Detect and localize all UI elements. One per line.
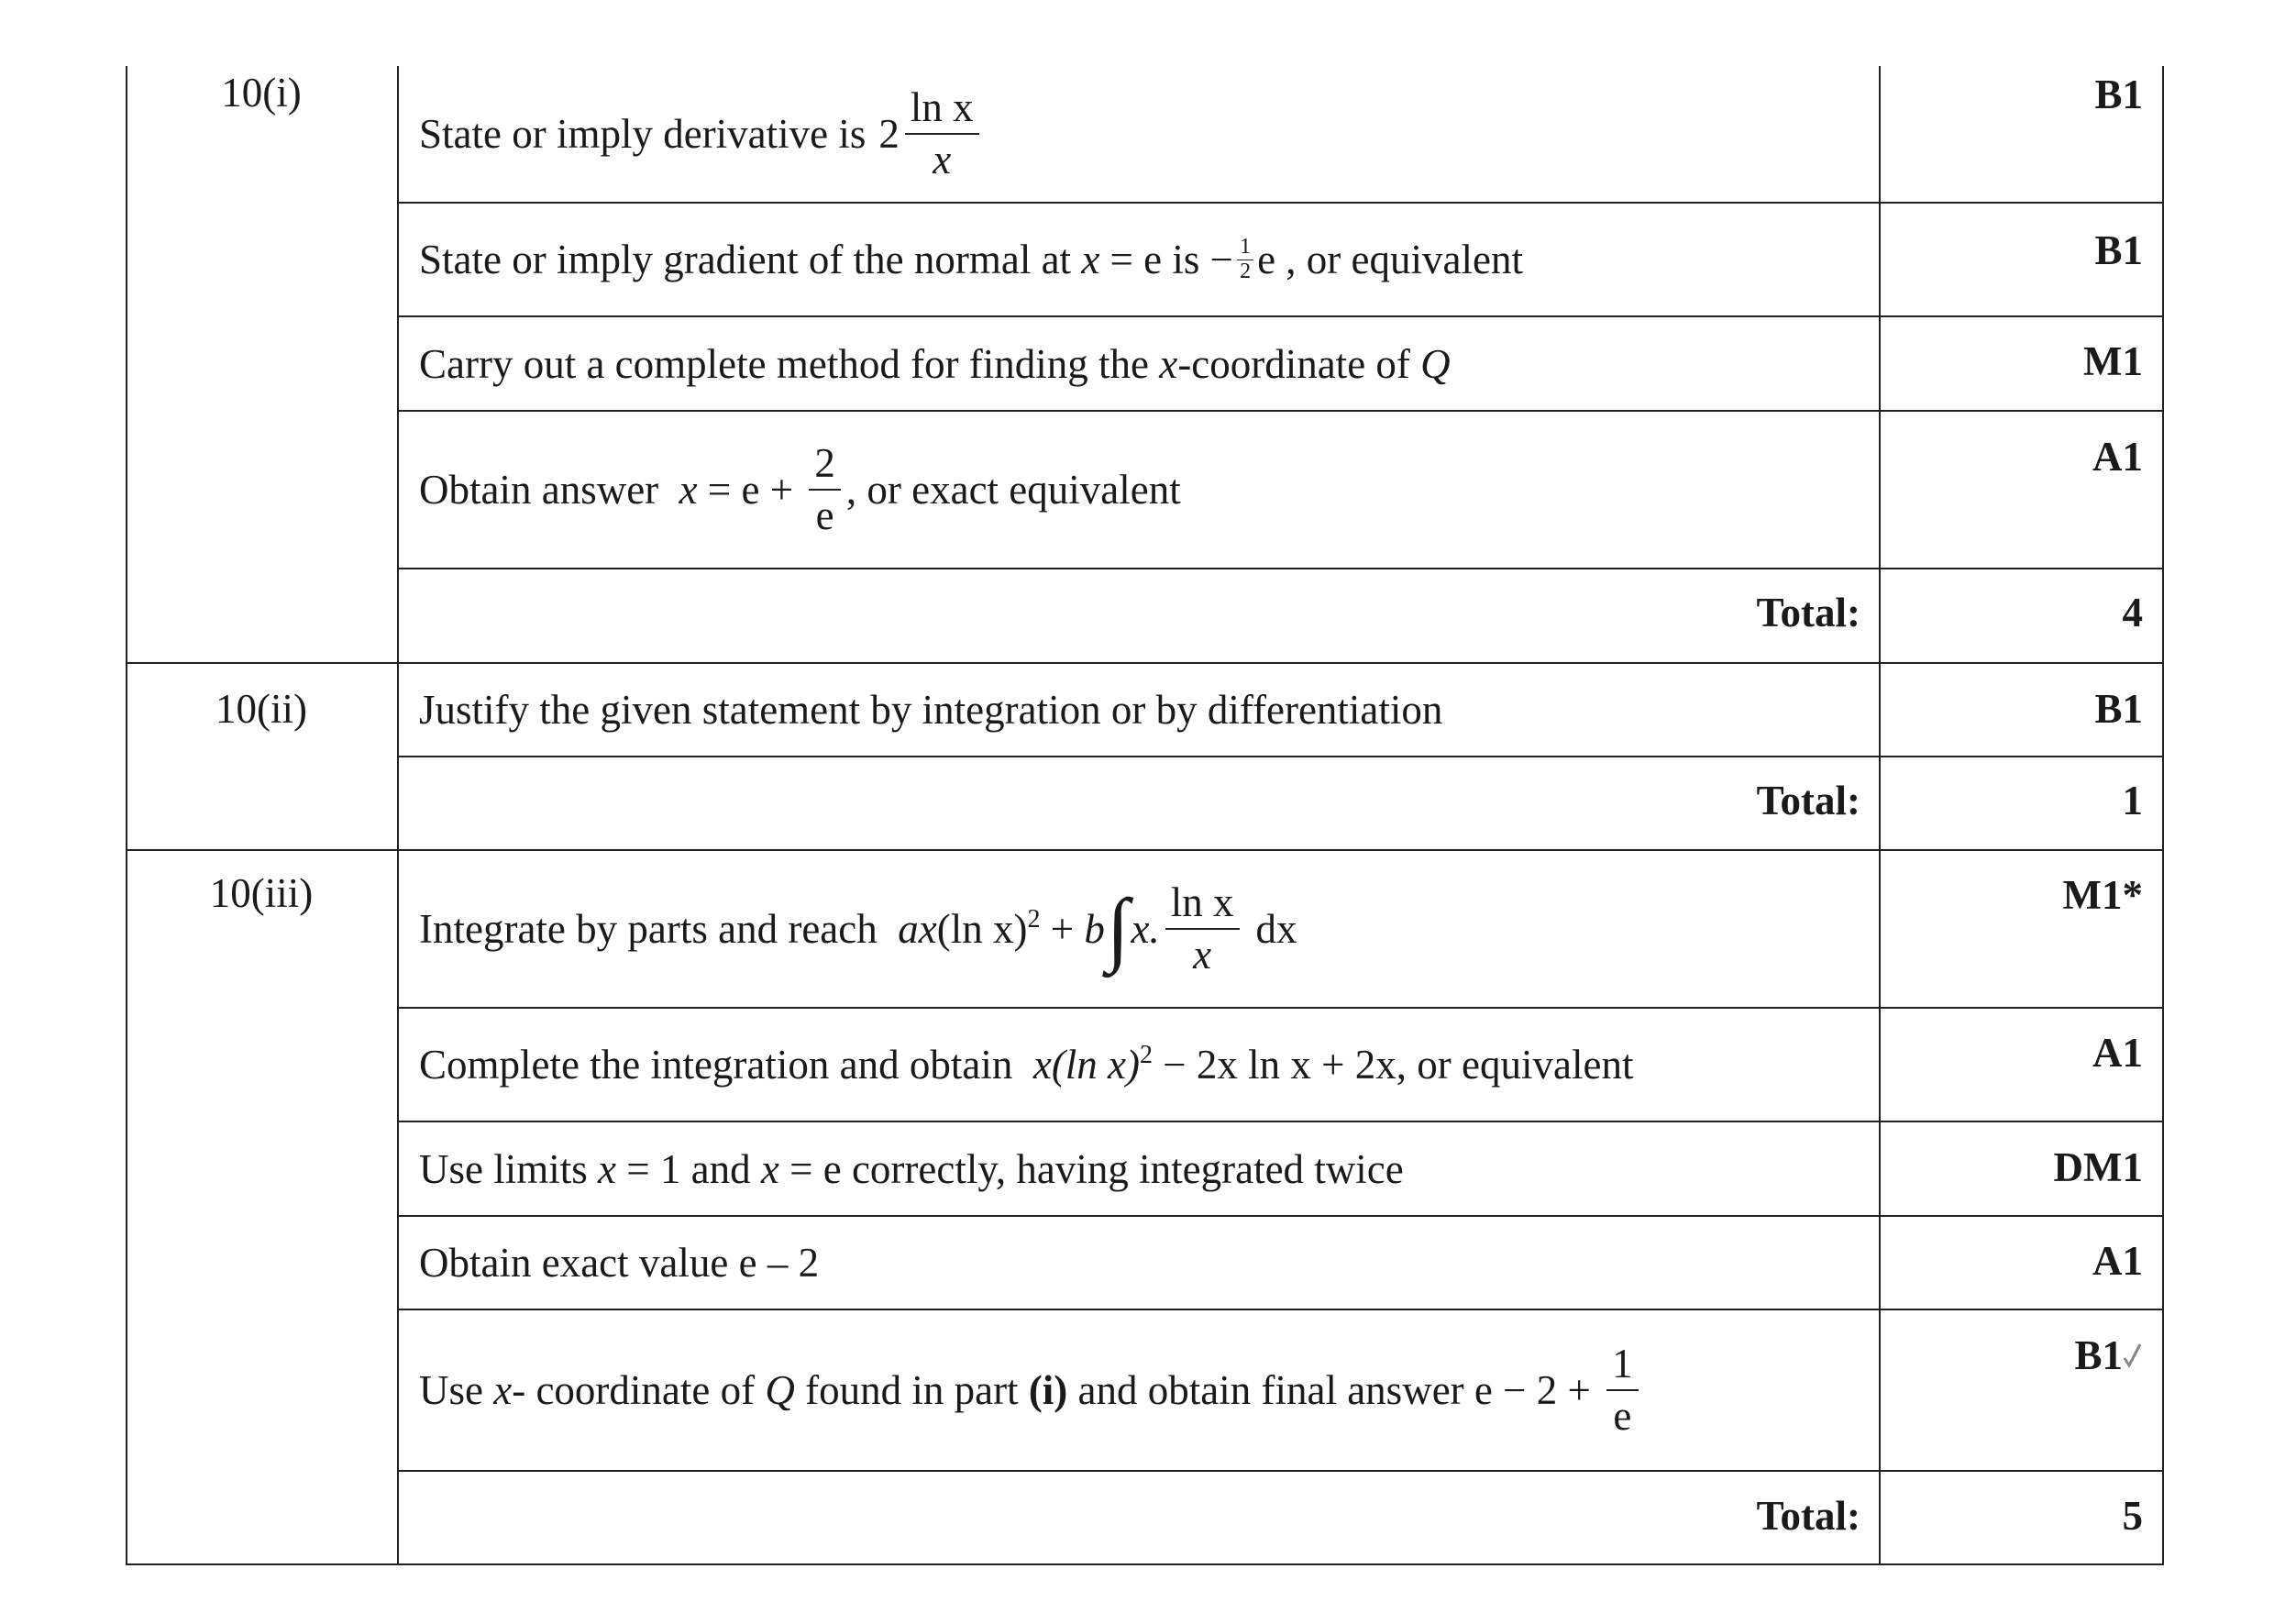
mark-value: M1* <box>2062 872 2143 918</box>
criterion-row <box>397 1122 1879 1215</box>
table-bottom-border <box>126 1563 2164 1565</box>
criterion-row <box>397 66 1879 202</box>
question-label: 10(i) <box>221 70 302 116</box>
part-reference: (i) <box>1028 1367 1068 1413</box>
criterion-row <box>397 664 1879 756</box>
criterion-row <box>397 204 1879 315</box>
criterion-text: and obtain final answer <box>1067 1367 1474 1413</box>
criterion-text: Obtain answer <box>419 467 659 513</box>
math-variable: Q <box>1420 340 1451 387</box>
mark-value: DM1 <box>2053 1144 2143 1190</box>
math-variable: x <box>598 1145 616 1192</box>
mark-scheme-table <box>126 66 2164 1565</box>
mark-value: A1 <box>2092 1030 2143 1076</box>
mark-value: B1 <box>2094 686 2143 732</box>
row-divider <box>397 568 2164 569</box>
row-divider <box>397 1470 2164 1472</box>
mark-value: M1 <box>2083 338 2143 384</box>
math-variable: Q <box>765 1367 795 1413</box>
math-fraction <box>905 83 979 182</box>
criterion-text: - coordinate of <box>512 1367 766 1413</box>
total-value: 1 <box>2122 778 2143 823</box>
criterion-row <box>397 317 1879 410</box>
criterion-text: Carry out a complete method for finding the <box>419 340 1160 387</box>
math-variable: ax <box>898 906 937 952</box>
mark-value: B1 <box>2094 227 2143 273</box>
criterion-row: Integrate by parts and reach ax (ln x) $^2$ + b ∫ x. $\frac{\text{ln x}}{x}$ dx <box>419 878 1297 978</box>
criterion-text: -coordinate of <box>1177 340 1421 387</box>
math-expression: x(ln x) <box>1032 1042 1141 1088</box>
math-expression: (ln x) <box>936 906 1028 952</box>
criterion-text: Justify the given statement by integration or by differentiation <box>419 687 1443 733</box>
math-variable: b <box>1084 906 1105 952</box>
total-value: 4 <box>2122 590 2143 635</box>
total-label: Total: <box>1756 590 1860 635</box>
math-expression: e − 2 + <box>1474 1367 1602 1413</box>
math-coefficient: 2 <box>878 111 900 157</box>
criterion-text: Obtain exact value e – 2 <box>419 1240 820 1286</box>
follow-through-tick-icon <box>2123 1331 2143 1359</box>
criterion-text: = 1 and <box>616 1145 761 1192</box>
criterion-text: State or imply derivative is <box>419 111 867 157</box>
mark-value: B1 <box>2094 72 2143 117</box>
criterion-row <box>397 1217 1879 1309</box>
mark-value: B1 <box>1879 1331 2163 1379</box>
criterion-text: = e is <box>1099 237 1210 282</box>
criterion-row <box>397 1310 1879 1470</box>
criterion-row: Complete the integration and obtain x(ln x) $^2$ − 2x ln x + 2x , or equivalent <box>419 1041 1634 1088</box>
math-variable: x <box>760 1145 779 1192</box>
mark-value: A1 <box>2092 434 2143 480</box>
criterion-text: Integrate by parts and reach <box>419 906 878 952</box>
math-variable: x <box>1081 237 1100 282</box>
mark-value: A1 <box>2092 1238 2143 1284</box>
criterion-text: = e correctly, having integrated twice <box>778 1145 1404 1192</box>
question-label: 10(ii) <box>215 686 307 732</box>
math-fraction: $\frac{\text{ln x}}{x}$ <box>1165 881 1240 978</box>
criterion-row <box>397 412 1879 568</box>
criterion-text: , or exact equivalent <box>845 467 1181 513</box>
math-variable: x <box>1159 340 1178 387</box>
math-fraction: $\frac{1}{2}$ <box>1237 236 1253 282</box>
integral-symbol: ∫ <box>1106 883 1130 974</box>
criterion-text: e , or equivalent <box>1257 237 1523 282</box>
fraction-denominator: x <box>933 137 952 182</box>
total-value: 5 <box>2122 1493 2143 1539</box>
math-expression: − 2x ln x + 2x <box>1153 1042 1396 1088</box>
fraction-numerator: ln x <box>905 86 979 135</box>
table-left-border <box>126 662 127 1565</box>
criterion-text: State or imply gradient of the normal at <box>419 237 1072 282</box>
criterion-text: Complete the integration and obtain <box>419 1042 1013 1088</box>
criterion-text: , or equivalent <box>1396 1042 1634 1088</box>
math-expression: = e + <box>697 467 804 513</box>
table-left-border-top <box>126 66 127 662</box>
question-label: 10(iii) <box>209 870 314 916</box>
criterion-text: found in part <box>794 1367 1029 1413</box>
criterion-text: Use limits <box>419 1145 599 1192</box>
criterion-text: Use <box>419 1367 494 1413</box>
math-variable: x. <box>1131 906 1160 952</box>
math-differential: dx <box>1255 906 1297 952</box>
math-variable: x <box>679 467 698 513</box>
math-fraction: $\frac{2}{e}$ <box>809 442 841 538</box>
math-fraction: $\frac{1}{e}$ <box>1606 1342 1639 1439</box>
total-label: Total: <box>1756 1493 1860 1539</box>
total-label: Total: <box>1756 778 1860 823</box>
row-divider <box>397 756 2164 757</box>
math-variable: x <box>493 1367 513 1413</box>
math-sign: − <box>1209 237 1234 282</box>
